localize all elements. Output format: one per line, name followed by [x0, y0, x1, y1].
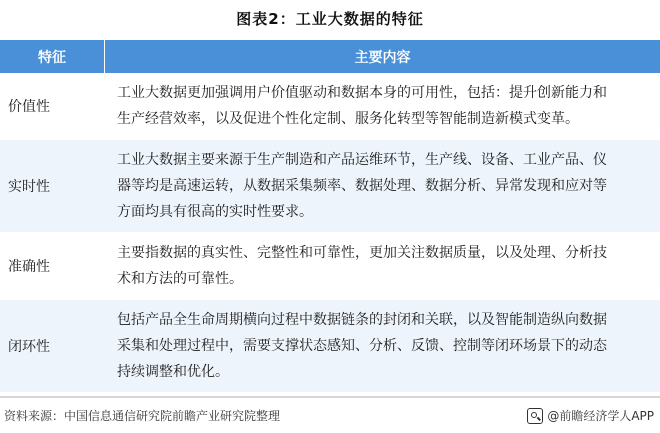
source-note: 资料来源：中国信息通信研究院前瞻产业研究院整理	[4, 409, 281, 423]
footer	[0, 398, 660, 433]
brand-label: @前瞻经济学人APP	[547, 409, 654, 423]
content-cell: 工业大数据更加强调用户价值驱动和数据本身的可用性，包括：提升创新能力和 生产经营效率，以及促进个性化定制、服务化转型等智能制造新模式变革。	[117, 85, 607, 127]
header-content: 主要内容	[354, 49, 411, 66]
content-cell: 工业大数据主要来源于生产制造和产品运维环节，生产线、设备、工业产品、仪 器等均是高速运转，从数据采集频率、数据处理、数据分析、异常发现和应对等 方面均具有很高的实时性要求。	[117, 152, 607, 220]
table-header-row	[0, 40, 660, 73]
feature-cell: 价值性	[8, 99, 50, 115]
feature-cell: 实时性	[8, 179, 50, 195]
table-row	[0, 233, 660, 300]
table-row	[0, 300, 660, 393]
brand-mark	[527, 407, 654, 424]
table-row	[0, 73, 660, 140]
content-cell: 主要指数据的真实性、完整性和可靠性，更加关注数据质量，以及处理、分析技 术和方法的可靠性。	[117, 245, 607, 287]
table-row	[0, 140, 660, 233]
feature-cell: 闭环性	[8, 339, 50, 355]
header-feature: 特征	[0, 40, 105, 73]
features-table	[0, 40, 660, 393]
content-cell: 包括产品全生命周期横向过程中数据链条的封闭和关联，以及智能制造纵向数据 采集和处理过程中，需要支撑状态感知、分析、反馈、控制等闭环场景下的动态 持续调整和优化。	[117, 312, 607, 380]
chart-title: 图表2：工业大数据的特征	[236, 10, 424, 28]
feature-cell: 准确性	[8, 259, 50, 275]
magnifier-logo-icon	[527, 408, 543, 424]
